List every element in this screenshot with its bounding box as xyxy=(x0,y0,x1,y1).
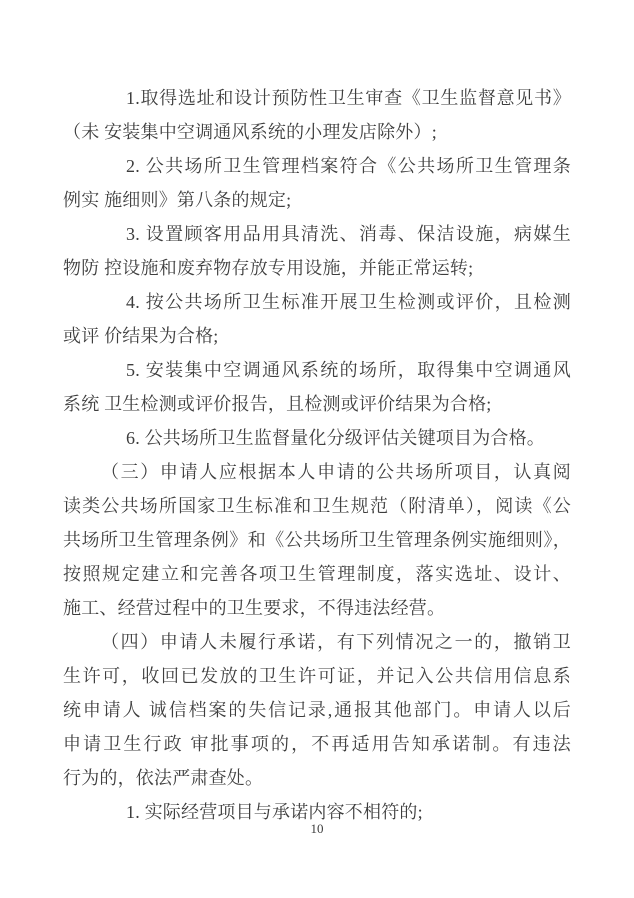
text-line-15: 按照规定建立和完善各项卫生管理制度，落实选址、设计、 xyxy=(63,564,571,584)
text-line-19: 统申请人 诚信档案的失信记录,通报其他部门。申请人以后 xyxy=(63,700,571,720)
text-line-5: 3. 设置顾客用品用具清洗、消毒、保洁设施，病媒生 xyxy=(126,224,571,244)
text-line-7: 4. 按公共场所卫生标准开展卫生检测或评价，且检测 xyxy=(126,292,571,312)
text-line-8: 或评 价结果为合格; xyxy=(63,326,219,346)
page-body-text xyxy=(63,81,571,829)
text-line-2: （未 安装集中空调通风系统的小理发店除外）; xyxy=(63,122,437,142)
text-line-20: 申请卫生行政 审批事项的，不再适用告知承诺制。有违法 xyxy=(63,734,571,754)
text-line-11: 6. 公共场所卫生监督量化分级评估关键项目为合格。 xyxy=(126,428,545,448)
text-line-13: 读类公共场所国家卫生标准和卫生规范（附清单），阅读《公 xyxy=(63,496,571,516)
text-line-14: 共场所卫生管理条例》和《公共场所卫生管理条例实施细则》， xyxy=(63,530,571,550)
text-line-9: 5. 安装集中空调通风系统的场所，取得集中空调通风 xyxy=(126,360,571,380)
text-line-12: （三）申请人应根据本人申请的公共场所项目，认真阅 xyxy=(101,462,571,482)
text-line-16: 施工、经营过程中的卫生要求，不得违法经营。 xyxy=(63,598,446,618)
page-number: 10 xyxy=(310,821,324,836)
text-line-22: 1. 实际经营项目与承诺内容不相符的; xyxy=(126,802,423,822)
text-line-21: 行为的，依法严肃查处。 xyxy=(63,768,264,788)
text-line-6: 物防 控设施和废弃物存放专用设施，并能正常运转; xyxy=(63,258,474,278)
text-line-17: （四）申请人未履行承诺，有下列情况之一的，撤销卫 xyxy=(101,632,571,652)
text-line-10: 系统 卫生检测或评价报告，且检测或评价结果为合格; xyxy=(63,394,492,414)
text-line-4: 例实 施细则》第八条的规定; xyxy=(63,190,292,210)
text-line-1: 1.取得选址和设计预防性卫生审查《卫生监督意见书》 xyxy=(126,88,571,108)
text-line-3: 2. 公共场所卫生管理档案符合《公共场所卫生管理条 xyxy=(126,156,571,176)
text-line-18: 生许可，收回已发放的卫生许可证，并记入公共信用信息系 xyxy=(63,666,571,686)
